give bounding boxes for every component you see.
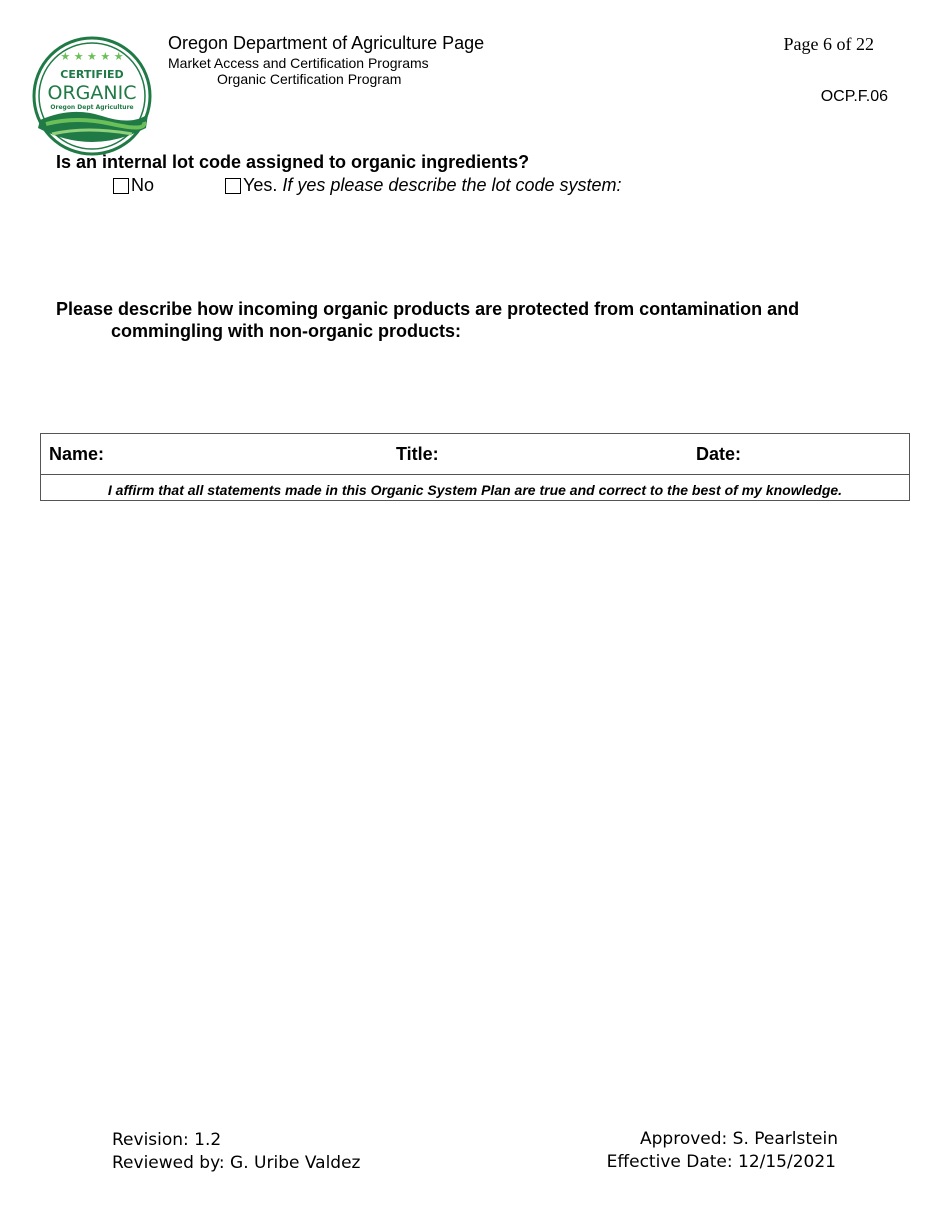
signature-table	[40, 433, 910, 501]
no-label: No	[131, 175, 155, 195]
svg-text:★ ★ ★ ★ ★: ★ ★ ★ ★ ★	[60, 50, 124, 63]
title-label: Title:	[396, 444, 439, 464]
svg-text:ORGANIC: ORGANIC	[47, 82, 137, 104]
option-no	[113, 175, 154, 196]
reviewed-by: Reviewed by: G. Uribe Valdez	[112, 1153, 361, 1173]
yes-label: Yes.	[243, 175, 278, 195]
page-indicator: Page 6 of 22	[783, 34, 874, 54]
svg-text:CERTIFIED: CERTIFIED	[60, 68, 124, 81]
form-code: OCP.F.06	[820, 88, 888, 105]
date-label: Date:	[696, 444, 742, 464]
revision: Revision: 1.2	[112, 1130, 222, 1150]
yes-checkbox[interactable]	[225, 178, 241, 194]
yes-description: If yes please describe the lot code system:	[282, 175, 622, 195]
contamination-question	[56, 298, 896, 342]
program-line-1: Market Access and Certification Programs	[168, 55, 429, 71]
approved-by: Approved: S. Pearlstein	[640, 1129, 838, 1149]
affirmation-statement: I affirm that all statements made in this Organic System Plan are true and correct to the best of my knowledge.	[107, 482, 843, 498]
department-name: Oregon Department of Agriculture Page	[168, 33, 485, 53]
contamination-question-line-2: commingling with non-organic products:	[111, 321, 461, 341]
signature-fields-row	[41, 434, 909, 475]
svg-text:Oregon Dept Agriculture: Oregon Dept Agriculture	[50, 104, 134, 111]
certified-organic-logo	[32, 36, 152, 156]
name-label: Name:	[49, 444, 105, 464]
contamination-question-line-1: Please describe how incoming organic products are protected from contamination and	[56, 299, 800, 319]
no-checkbox[interactable]	[113, 178, 129, 194]
program-line-2: Organic Certification Program	[217, 71, 402, 87]
lot-code-question: Is an internal lot code assigned to organic ingredients?	[56, 152, 530, 172]
option-yes	[225, 175, 622, 196]
effective-date: Effective Date: 12/15/2021	[606, 1152, 836, 1172]
